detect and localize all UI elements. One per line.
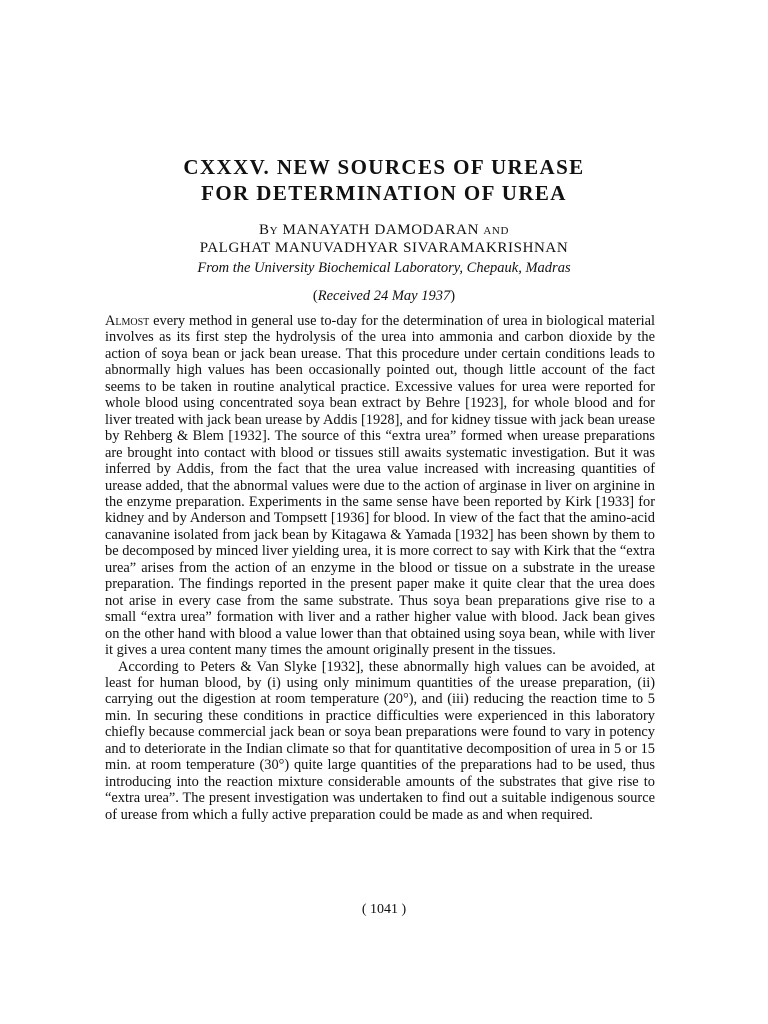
byline-by: By <box>258 222 279 238</box>
body-paragraph-2: According to Peters & Van Slyke [1932], these abnormally high values can be avoided, at least for human blood, by (i) using only minimum quantities of the urease preparation, (ii) carrying out the digestion at room temperature (20°), and (iii) reducing the reaction time to 5 min. In securing these conditions in practice difficulties were experienced in this laboratory chiefly because commercial jack bean or soya bean preparations were found to vary in potency and to deteriorate in the Indian climate so that for quantitative decomposition of urea in 5 or 15 min. at room temperature (30°) quite large quantities of the preparations had to be used, thus introducing into the reaction mixture considerable amounts of the substrates that give rise to “extra urea”. The present investigation was undertaken to find out a suitable indigenous source of urease from which a fully active preparation could be made as and when required. <box>105 658 655 823</box>
author-affiliation: From the University Biochemical Laboratory, Chepauk, Madras <box>197 260 571 276</box>
article-title-line-1: CXXXV. NEW SOURCES OF UREASE <box>183 155 585 179</box>
article-body <box>105 313 655 823</box>
page-number: ( 1041 ) <box>361 902 407 917</box>
byline-and: and <box>483 222 510 238</box>
author-line-1 <box>0 221 768 240</box>
author-line-2 <box>0 239 768 258</box>
paragraph-1-text: every method in general use to-day for the determination of urea in biological material involves as its first step the hydrolysis of the urea into ammonia and carbon dioxide by the action of soya bean or jack bean urease. That this procedure under certain conditions leads to abnormally high values has been occasionally pointed out, though little account of the fact seems to be taken in routine analytical practice. Excessive values for urea were reported for whole blood using concentrated soya bean extract by Behre [1923], for whole blood and for liver treated with jack bean urease by Addis [1928], and for kidney tissue with jack bean urease by Rehberg & Blem [1932]. The source of this “extra urea” formed when urease preparations are brought into contact with blood or tissues still awaits systematic investigation. But it was inferred by Addis, from the fact that the urea value increased with increasing quantities of urease added, that the abnormal values were due to the action of arginase in liver on arginine in the enzyme preparation. Experiments in the same sense have been reported by Kirk [1933] for kidney and by Anderson and Tompsett [1936] for blood. In view of the fact that the amino-acid canavanine isolated from jack bean by Kitagawa & Yamada [1932] has been shown by them to be decomposed by minced liver yielding urea, it is more correct to say with Kirk that the “extra urea” arises from the action of an enzyme in the blood or tissue on a substrate in the urease preparation. The findings reported in the present paper make it quite clear that the urea does not arise in every case from the same substrate. Thus soya bean preparations give rise to a small “extra urea” formation with liver and a rather higher value with blood. Jack bean gives on the other hand with blood a value lower than that obtained using soya bean, while with liver it gives a urea content many times the amount originally present in the tissues. <box>105 313 655 659</box>
author-name-2: PALGHAT MANUVADHYAR SIVARAMAKRISHNAN <box>199 240 569 256</box>
body-paragraph-1 <box>105 313 655 659</box>
lead-word: Almost <box>105 313 150 329</box>
received-close-paren: ) <box>450 288 456 304</box>
author-name-1: MANAYATH DAMODARAN <box>282 222 480 238</box>
received-open-paren: ( <box>312 288 318 304</box>
article-title-line-2: FOR DETERMINATION OF UREA <box>201 181 567 205</box>
received-date <box>0 288 768 305</box>
received-date-text: Received 24 May 1937 <box>317 288 451 304</box>
